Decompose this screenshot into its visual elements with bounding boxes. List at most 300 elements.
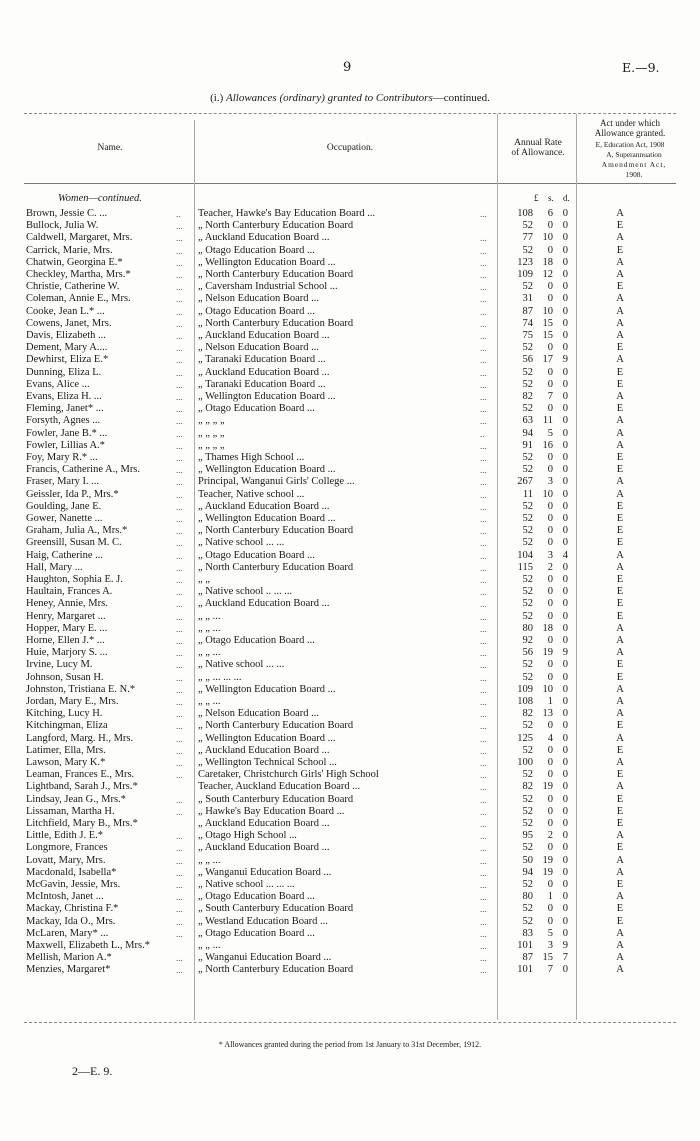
act-code: A bbox=[616, 415, 624, 427]
allowance-pence: 0 bbox=[562, 244, 568, 256]
allowance-pounds: 56 bbox=[522, 354, 533, 366]
table-row bbox=[0, 696, 700, 708]
allowance-pounds: 94 bbox=[522, 427, 533, 439]
allowance-pounds: 52 bbox=[522, 378, 533, 390]
allowance-recipient-name: Checkley, Martha, Mrs.* bbox=[26, 269, 131, 280]
table-row bbox=[0, 842, 700, 854]
act-code: A bbox=[616, 635, 624, 646]
name-leader-dots: ... bbox=[176, 611, 183, 622]
occupation: „ North Canterbury Education Board bbox=[198, 269, 354, 280]
name-leader-dots: ... bbox=[176, 721, 183, 732]
occupation: „ Auckland Education Board ... bbox=[198, 744, 330, 756]
name-leader-dots: ... bbox=[176, 697, 183, 707]
allowance-recipient-name: Dewhirst, Eliza E.* bbox=[26, 354, 109, 366]
allowance-shillings: 0 bbox=[547, 769, 553, 781]
allowance-pounds: 11 bbox=[522, 488, 533, 500]
act-code: A bbox=[616, 476, 624, 488]
occupation-leader-dots: ... bbox=[480, 392, 487, 402]
name-leader-dots: ... bbox=[176, 892, 183, 903]
occupation: „ Wellington Education Board ... bbox=[198, 391, 336, 402]
allowance-pounds: 52 bbox=[522, 671, 533, 683]
allowance-shillings: 0 bbox=[547, 366, 553, 378]
allowance-pounds: 82 bbox=[522, 781, 533, 793]
act-code: E bbox=[616, 586, 624, 598]
occupation-leader-dots: ... bbox=[480, 526, 487, 537]
allowance-recipient-name: Greensill, Susan M. C. bbox=[26, 537, 122, 549]
allowance-pence: 0 bbox=[562, 586, 568, 598]
allowance-pence: 0 bbox=[562, 330, 568, 341]
occupation-leader-dots: ... bbox=[480, 855, 487, 866]
occupation-leader-dots: ... bbox=[480, 770, 487, 781]
allowance-shillings: 4 bbox=[547, 732, 553, 744]
allowance-pence: 0 bbox=[562, 854, 568, 866]
allowance-shillings: 16 bbox=[542, 439, 553, 451]
name-leader-dots: ... bbox=[176, 794, 183, 805]
occupation: „ „ ... bbox=[198, 647, 221, 659]
table-row bbox=[0, 476, 700, 488]
rate-header-line-2: of Allowance. bbox=[511, 148, 565, 158]
allowance-pounds: 52 bbox=[522, 879, 533, 890]
allowance-shillings: 10 bbox=[542, 232, 553, 244]
allowance-pence: 0 bbox=[562, 781, 568, 793]
table-row bbox=[0, 757, 700, 769]
name-leader-dots: ... bbox=[176, 843, 183, 854]
act-code: E bbox=[616, 842, 624, 854]
allowance-pence: 0 bbox=[562, 732, 568, 744]
name-leader-dots: ... bbox=[176, 318, 183, 329]
allowance-recipient-name: Fraser, Mary I. ... bbox=[26, 476, 100, 488]
allowance-shillings: 10 bbox=[542, 683, 553, 695]
name-leader-dots: ... bbox=[176, 270, 183, 280]
name-leader-dots: ... bbox=[176, 623, 183, 634]
table-row bbox=[0, 769, 700, 781]
occupation: „ Otago Education Board ... bbox=[198, 891, 315, 903]
allowance-shillings: 3 bbox=[547, 940, 553, 951]
allowance-shillings: 19 bbox=[542, 854, 553, 866]
allowance-pence: 0 bbox=[562, 757, 568, 768]
allowance-pounds: 52 bbox=[522, 403, 533, 415]
allowance-pounds: 80 bbox=[522, 891, 533, 903]
allowance-recipient-name: Cowens, Janet, Mrs. bbox=[26, 317, 112, 329]
allowance-shillings: 19 bbox=[542, 781, 553, 793]
allowance-pence: 0 bbox=[562, 415, 568, 427]
name-leader-dots: ... bbox=[176, 306, 183, 317]
allowance-pounds: 50 bbox=[522, 854, 533, 866]
occupation: „ Nelson Education Board ... bbox=[198, 708, 320, 720]
occupation-leader-dots: ... bbox=[480, 270, 487, 280]
occupation-leader-dots: ... bbox=[480, 916, 487, 927]
occupation: „ Native school .. ... ... bbox=[198, 586, 293, 598]
act-code: E bbox=[616, 915, 624, 927]
allowance-pence: 0 bbox=[562, 671, 568, 683]
allowance-recipient-name: Langford, Marg. H., Mrs. bbox=[26, 732, 134, 744]
occupation: „ Native school ... ... ... bbox=[198, 879, 295, 890]
table-row bbox=[0, 867, 700, 879]
allowance-recipient-name: Irvine, Lucy M. bbox=[26, 659, 93, 671]
allowance-recipient-name: Mackay, Christina F.* bbox=[26, 903, 119, 915]
allowance-shillings: 0 bbox=[547, 915, 553, 927]
act-code: A bbox=[616, 891, 624, 903]
allowance-recipient-name: Evans, Eliza H. ... bbox=[26, 391, 102, 402]
allowance-pounds: 101 bbox=[517, 940, 533, 951]
allowance-pence: 0 bbox=[562, 476, 568, 488]
allowance-pence: 0 bbox=[562, 403, 568, 415]
allowance-shillings: 0 bbox=[547, 403, 553, 415]
occupation-leader-dots: ... bbox=[480, 355, 487, 366]
occupation-leader-dots: ... bbox=[480, 745, 487, 756]
occupation: „ Taranaki Education Board ... bbox=[198, 354, 326, 366]
name-leader-dots: ... bbox=[176, 867, 183, 878]
allowance-recipient-name: Francis, Catherine A., Mrs. bbox=[26, 464, 141, 476]
table-title-prefix: (i.) bbox=[210, 92, 226, 104]
occupation: „ Auckland Education Board ... bbox=[198, 842, 330, 854]
allowance-pence: 0 bbox=[562, 220, 568, 232]
allowance-pence: 0 bbox=[562, 610, 568, 622]
act-code: A bbox=[616, 391, 624, 402]
allowance-recipient-name: Litchfield, Mary B., Mrs.* bbox=[26, 818, 138, 829]
act-code: A bbox=[616, 696, 624, 707]
allowance-shillings: 0 bbox=[547, 757, 553, 768]
name-leader-dots: ... bbox=[176, 928, 183, 939]
allowance-pence: 7 bbox=[562, 952, 568, 964]
occupation-leader-dots: .. bbox=[480, 428, 485, 439]
occupation: Teacher, Auckland Education Board ... bbox=[198, 781, 361, 793]
allowance-pence: 0 bbox=[562, 317, 568, 329]
table-row bbox=[0, 672, 700, 684]
allowance-recipient-name: Evans, Alice ... bbox=[26, 378, 90, 390]
allowance-pounds: 94 bbox=[522, 866, 533, 878]
allowance-recipient-name: Caldwell, Margaret, Mrs. bbox=[26, 232, 133, 244]
allowance-shillings: 7 bbox=[547, 391, 553, 402]
allowance-pounds: 52 bbox=[522, 537, 533, 549]
name-leader-dots: ... bbox=[176, 367, 183, 378]
act-code: A bbox=[616, 269, 624, 280]
allowance-shillings: 18 bbox=[542, 256, 553, 268]
allowance-pence: 0 bbox=[562, 561, 568, 573]
allowance-recipient-name: Fowler, Jane B.* ... bbox=[26, 427, 108, 439]
occupation-leader-dots: ... bbox=[480, 282, 487, 293]
act-code: A bbox=[616, 439, 624, 451]
name-leader-dots: ... bbox=[176, 550, 183, 561]
table-row bbox=[0, 611, 700, 623]
occupation: „ Otago Education Board ... bbox=[198, 403, 315, 415]
occupation: „ Wanganui Education Board ... bbox=[198, 952, 332, 964]
occupation: „ Wellington Education Board ... bbox=[198, 513, 336, 524]
act-code: A bbox=[616, 964, 624, 976]
occupation: Caretaker, Christchurch Girls' High School bbox=[198, 769, 379, 781]
table-row bbox=[0, 269, 700, 281]
occupation-leader-dots: ... bbox=[480, 636, 487, 646]
occupation-leader-dots: ... bbox=[480, 684, 487, 695]
allowance-shillings: 3 bbox=[547, 476, 553, 488]
table-row bbox=[0, 232, 700, 244]
allowance-recipient-name: Haig, Catherine ... bbox=[26, 549, 103, 561]
act-code: E bbox=[616, 525, 624, 537]
allowance-pounds: 52 bbox=[522, 610, 533, 622]
name-leader-dots: ... bbox=[176, 904, 183, 915]
occupation: „ „ ... bbox=[198, 610, 221, 622]
act-code: A bbox=[616, 354, 624, 366]
allowance-pounds: 52 bbox=[522, 744, 533, 756]
allowance-pence: 0 bbox=[562, 635, 568, 646]
occupation: „ Taranaki Education Board ... bbox=[198, 378, 326, 390]
table-row bbox=[0, 623, 700, 635]
allowance-pence: 0 bbox=[562, 378, 568, 390]
occupation: „ Auckland Education Board ... bbox=[198, 232, 330, 244]
allowance-pounds: 52 bbox=[522, 915, 533, 927]
occupation: „ „ ... bbox=[198, 622, 221, 634]
table-row bbox=[0, 952, 700, 964]
allowance-pence: 0 bbox=[562, 818, 568, 829]
occupation: „ Wellington Technical School ... bbox=[198, 757, 337, 768]
act-code: A bbox=[616, 317, 624, 329]
allowance-pounds: 31 bbox=[522, 293, 533, 305]
act-code: E bbox=[616, 879, 624, 890]
allowance-shillings: 3 bbox=[547, 549, 553, 561]
occupation-leader-dots: ... bbox=[480, 672, 487, 683]
occupation-leader-dots: ... bbox=[480, 257, 487, 268]
occupation-leader-dots: ... bbox=[480, 501, 487, 512]
table-row bbox=[0, 489, 700, 501]
allowance-pence: 0 bbox=[562, 891, 568, 903]
occupation-leader-dots: ... bbox=[480, 550, 487, 561]
table-bottom-rule bbox=[24, 1022, 676, 1023]
act-code: E bbox=[616, 366, 624, 378]
act-code: A bbox=[616, 757, 624, 768]
occupation-leader-dots: ... bbox=[480, 794, 487, 805]
allowance-pounds: 267 bbox=[517, 476, 533, 488]
name-leader-dots: ... bbox=[176, 855, 183, 866]
allowance-pounds: 100 bbox=[517, 757, 533, 768]
allowance-recipient-name: Lovatt, Mary, Mrs. bbox=[26, 854, 106, 866]
allowance-recipient-name: Haultain, Frances A. bbox=[26, 586, 113, 598]
name-leader-dots: ... bbox=[176, 758, 183, 768]
allowance-pounds: 109 bbox=[517, 269, 533, 280]
allowance-shillings: 0 bbox=[547, 744, 553, 756]
allowance-shillings: 0 bbox=[547, 513, 553, 524]
header-bottom-rule bbox=[24, 183, 676, 184]
allowance-pounds: 108 bbox=[517, 208, 533, 219]
allowance-shillings: 0 bbox=[547, 342, 553, 354]
allowance-pounds: 52 bbox=[522, 574, 533, 585]
name-leader-dots: ... bbox=[176, 221, 183, 232]
allowance-pence: 0 bbox=[562, 366, 568, 378]
name-leader-dots: ... bbox=[176, 770, 183, 781]
occupation: „ „ ... bbox=[198, 696, 221, 707]
allowance-pounds: 52 bbox=[522, 525, 533, 537]
allowance-pounds: 56 bbox=[522, 647, 533, 659]
act-code: E bbox=[616, 464, 624, 476]
table-row bbox=[0, 330, 700, 342]
occupation-leader-dots: ... bbox=[480, 648, 487, 659]
occupation-leader-dots: ... bbox=[480, 941, 487, 951]
table-row bbox=[0, 916, 700, 928]
allowance-pounds: 52 bbox=[522, 818, 533, 829]
allowance-shillings: 0 bbox=[547, 805, 553, 817]
allowance-pounds: 80 bbox=[522, 622, 533, 634]
occupation-leader-dots: ... bbox=[480, 233, 487, 244]
name-leader-dots: ... bbox=[176, 428, 183, 439]
name-leader-dots: ... bbox=[176, 501, 183, 512]
name-leader-dots: ... bbox=[176, 684, 183, 695]
occupation: „ South Canterbury Education Board bbox=[198, 903, 354, 915]
allowance-shillings: 0 bbox=[547, 879, 553, 890]
table-row bbox=[0, 501, 700, 513]
occupation: „ Native school ... ... bbox=[198, 537, 285, 549]
act-code: A bbox=[616, 208, 624, 219]
allowance-pounds: 52 bbox=[522, 598, 533, 610]
occupation-leader-dots: ... bbox=[480, 819, 487, 829]
table-row bbox=[0, 245, 700, 257]
allowance-shillings: 0 bbox=[547, 903, 553, 915]
occupation-leader-dots: ... bbox=[480, 892, 487, 903]
allowance-pounds: 63 bbox=[522, 415, 533, 427]
occupation-leader-dots: ... bbox=[480, 599, 487, 610]
act-header-line-5: Amendment Act, bbox=[601, 160, 667, 169]
allowance-pence: 0 bbox=[562, 622, 568, 634]
allowance-recipient-name: Graham, Julia A., Mrs.* bbox=[26, 525, 128, 537]
table-row bbox=[0, 293, 700, 305]
allowance-pence: 0 bbox=[562, 769, 568, 781]
name-leader-dots: ... bbox=[176, 880, 183, 890]
occupation-leader-dots: ... bbox=[480, 404, 487, 415]
act-code: E bbox=[616, 769, 624, 781]
allowance-shillings: 2 bbox=[547, 830, 553, 842]
allowance-recipient-name: Goulding, Jane E. bbox=[26, 500, 102, 512]
allowance-pence: 0 bbox=[562, 744, 568, 756]
allowance-shillings: 7 bbox=[547, 964, 553, 976]
occupation: Teacher, Hawke's Bay Education Board ... bbox=[198, 208, 376, 219]
column-header-act bbox=[586, 118, 674, 180]
allowance-shillings: 0 bbox=[547, 635, 553, 646]
allowance-pounds: 52 bbox=[522, 659, 533, 671]
allowance-pence: 0 bbox=[562, 232, 568, 244]
allowance-pence: 0 bbox=[562, 427, 568, 439]
table-row bbox=[0, 903, 700, 915]
allowance-pounds: 52 bbox=[522, 342, 533, 354]
table-row bbox=[0, 354, 700, 366]
act-code: E bbox=[616, 513, 624, 524]
occupation-leader-dots: ... bbox=[480, 965, 487, 976]
allowance-shillings: 15 bbox=[542, 952, 553, 964]
occupation: „ Nelson Education Board ... bbox=[198, 342, 320, 354]
allowance-recipient-name: Hopper, Mary E. ... bbox=[26, 622, 108, 634]
name-leader-dots: ... bbox=[176, 465, 183, 476]
occupation: „ Wellington Education Board ... bbox=[198, 732, 336, 744]
act-code: E bbox=[616, 598, 624, 610]
name-leader-dots: ... bbox=[176, 916, 183, 927]
allowance-shillings: 1 bbox=[547, 696, 553, 707]
act-code: E bbox=[616, 744, 624, 756]
table-row bbox=[0, 891, 700, 903]
table-row bbox=[0, 940, 700, 952]
table-row bbox=[0, 647, 700, 659]
allowance-shillings: 10 bbox=[542, 305, 553, 317]
occupation: „ Auckland Education Board ... bbox=[198, 818, 330, 829]
allowance-shillings: 0 bbox=[547, 293, 553, 305]
act-code: E bbox=[616, 610, 624, 622]
allowance-pounds: 87 bbox=[522, 952, 533, 964]
occupation-leader-dots: ... bbox=[480, 294, 487, 305]
allowance-pounds: 52 bbox=[522, 452, 533, 463]
page-number: 9 bbox=[343, 60, 352, 75]
act-code: A bbox=[616, 781, 624, 793]
allowance-shillings: 5 bbox=[547, 927, 553, 939]
name-leader-dots: ... bbox=[176, 806, 183, 817]
allowance-shillings: 0 bbox=[547, 598, 553, 610]
act-code: E bbox=[616, 720, 624, 732]
allowance-recipient-name: Mellish, Marion A.* bbox=[26, 952, 112, 964]
act-header-line-6: 1908. bbox=[625, 170, 643, 179]
occupation: „ „ ... bbox=[198, 854, 221, 866]
table-row bbox=[0, 598, 700, 610]
allowance-recipient-name: Forsyth, Agnes ... bbox=[26, 415, 101, 427]
table-title bbox=[0, 92, 700, 104]
allowance-shillings: 0 bbox=[547, 574, 553, 585]
allowance-pence: 4 bbox=[562, 549, 568, 561]
occupation: „ Otago Education Board ... bbox=[198, 305, 315, 317]
table-row bbox=[0, 403, 700, 415]
allowance-pounds: 87 bbox=[522, 305, 533, 317]
allowance-shillings: 13 bbox=[542, 708, 553, 720]
act-code: A bbox=[616, 427, 624, 439]
allowance-recipient-name: Coleman, Annie E., Mrs. bbox=[26, 293, 131, 305]
occupation-leader-dots: ... bbox=[480, 477, 487, 488]
name-leader-dots: ... bbox=[176, 257, 183, 268]
header-top-rule bbox=[24, 113, 676, 114]
occupation: „ Otago Education Board ... bbox=[198, 244, 315, 256]
act-code: E bbox=[616, 805, 624, 817]
rate-header-line-1: Annual Rate bbox=[514, 138, 562, 148]
allowance-shillings: 5 bbox=[547, 427, 553, 439]
act-code: A bbox=[616, 622, 624, 634]
allowance-pence: 0 bbox=[562, 915, 568, 927]
name-leader-dots: .. bbox=[176, 209, 181, 219]
occupation-leader-dots: ... bbox=[480, 806, 487, 817]
allowance-shillings: 0 bbox=[547, 220, 553, 232]
allowance-shillings: 6 bbox=[547, 208, 553, 219]
occupation: „ Wellington Education Board ... bbox=[198, 256, 336, 268]
allowance-pounds: 52 bbox=[522, 586, 533, 598]
name-leader-dots: ... bbox=[176, 953, 183, 964]
act-code: A bbox=[616, 708, 624, 720]
act-header-line-2: Allowance granted. bbox=[594, 128, 666, 138]
allowance-recipient-name: Lissaman, Martha H. bbox=[26, 805, 115, 817]
act-code: E bbox=[616, 342, 624, 354]
occupation-leader-dots: ... bbox=[480, 953, 487, 964]
act-code: E bbox=[616, 452, 624, 463]
allowance-shillings: 15 bbox=[542, 330, 553, 341]
name-leader-dots: ... bbox=[176, 331, 183, 341]
allowance-shillings: 0 bbox=[547, 525, 553, 537]
allowance-recipient-name: Lindsay, Jean G., Mrs.* bbox=[26, 793, 126, 805]
occupation: „ Hawke's Bay Education Board ... bbox=[198, 805, 345, 817]
table-row bbox=[0, 659, 700, 671]
occupation: „ „ „ „ bbox=[198, 427, 225, 439]
act-code: A bbox=[616, 683, 624, 695]
allowance-recipient-name: Longmore, Frances bbox=[26, 842, 108, 854]
occupation-leader-dots: ... bbox=[480, 782, 487, 793]
occupation: „ Nelson Education Board ... bbox=[198, 293, 320, 305]
table-row bbox=[0, 794, 700, 806]
allowance-recipient-name: Menzies, Margaret* bbox=[26, 964, 111, 976]
allowance-recipient-name: Little, Edith J. E.* bbox=[26, 830, 103, 842]
allowance-pence: 0 bbox=[562, 964, 568, 976]
table-row bbox=[0, 452, 700, 464]
act-code: E bbox=[616, 220, 624, 232]
allowance-recipient-name: Huie, Marjory S. ... bbox=[26, 647, 108, 659]
column-header-rate bbox=[500, 138, 576, 158]
